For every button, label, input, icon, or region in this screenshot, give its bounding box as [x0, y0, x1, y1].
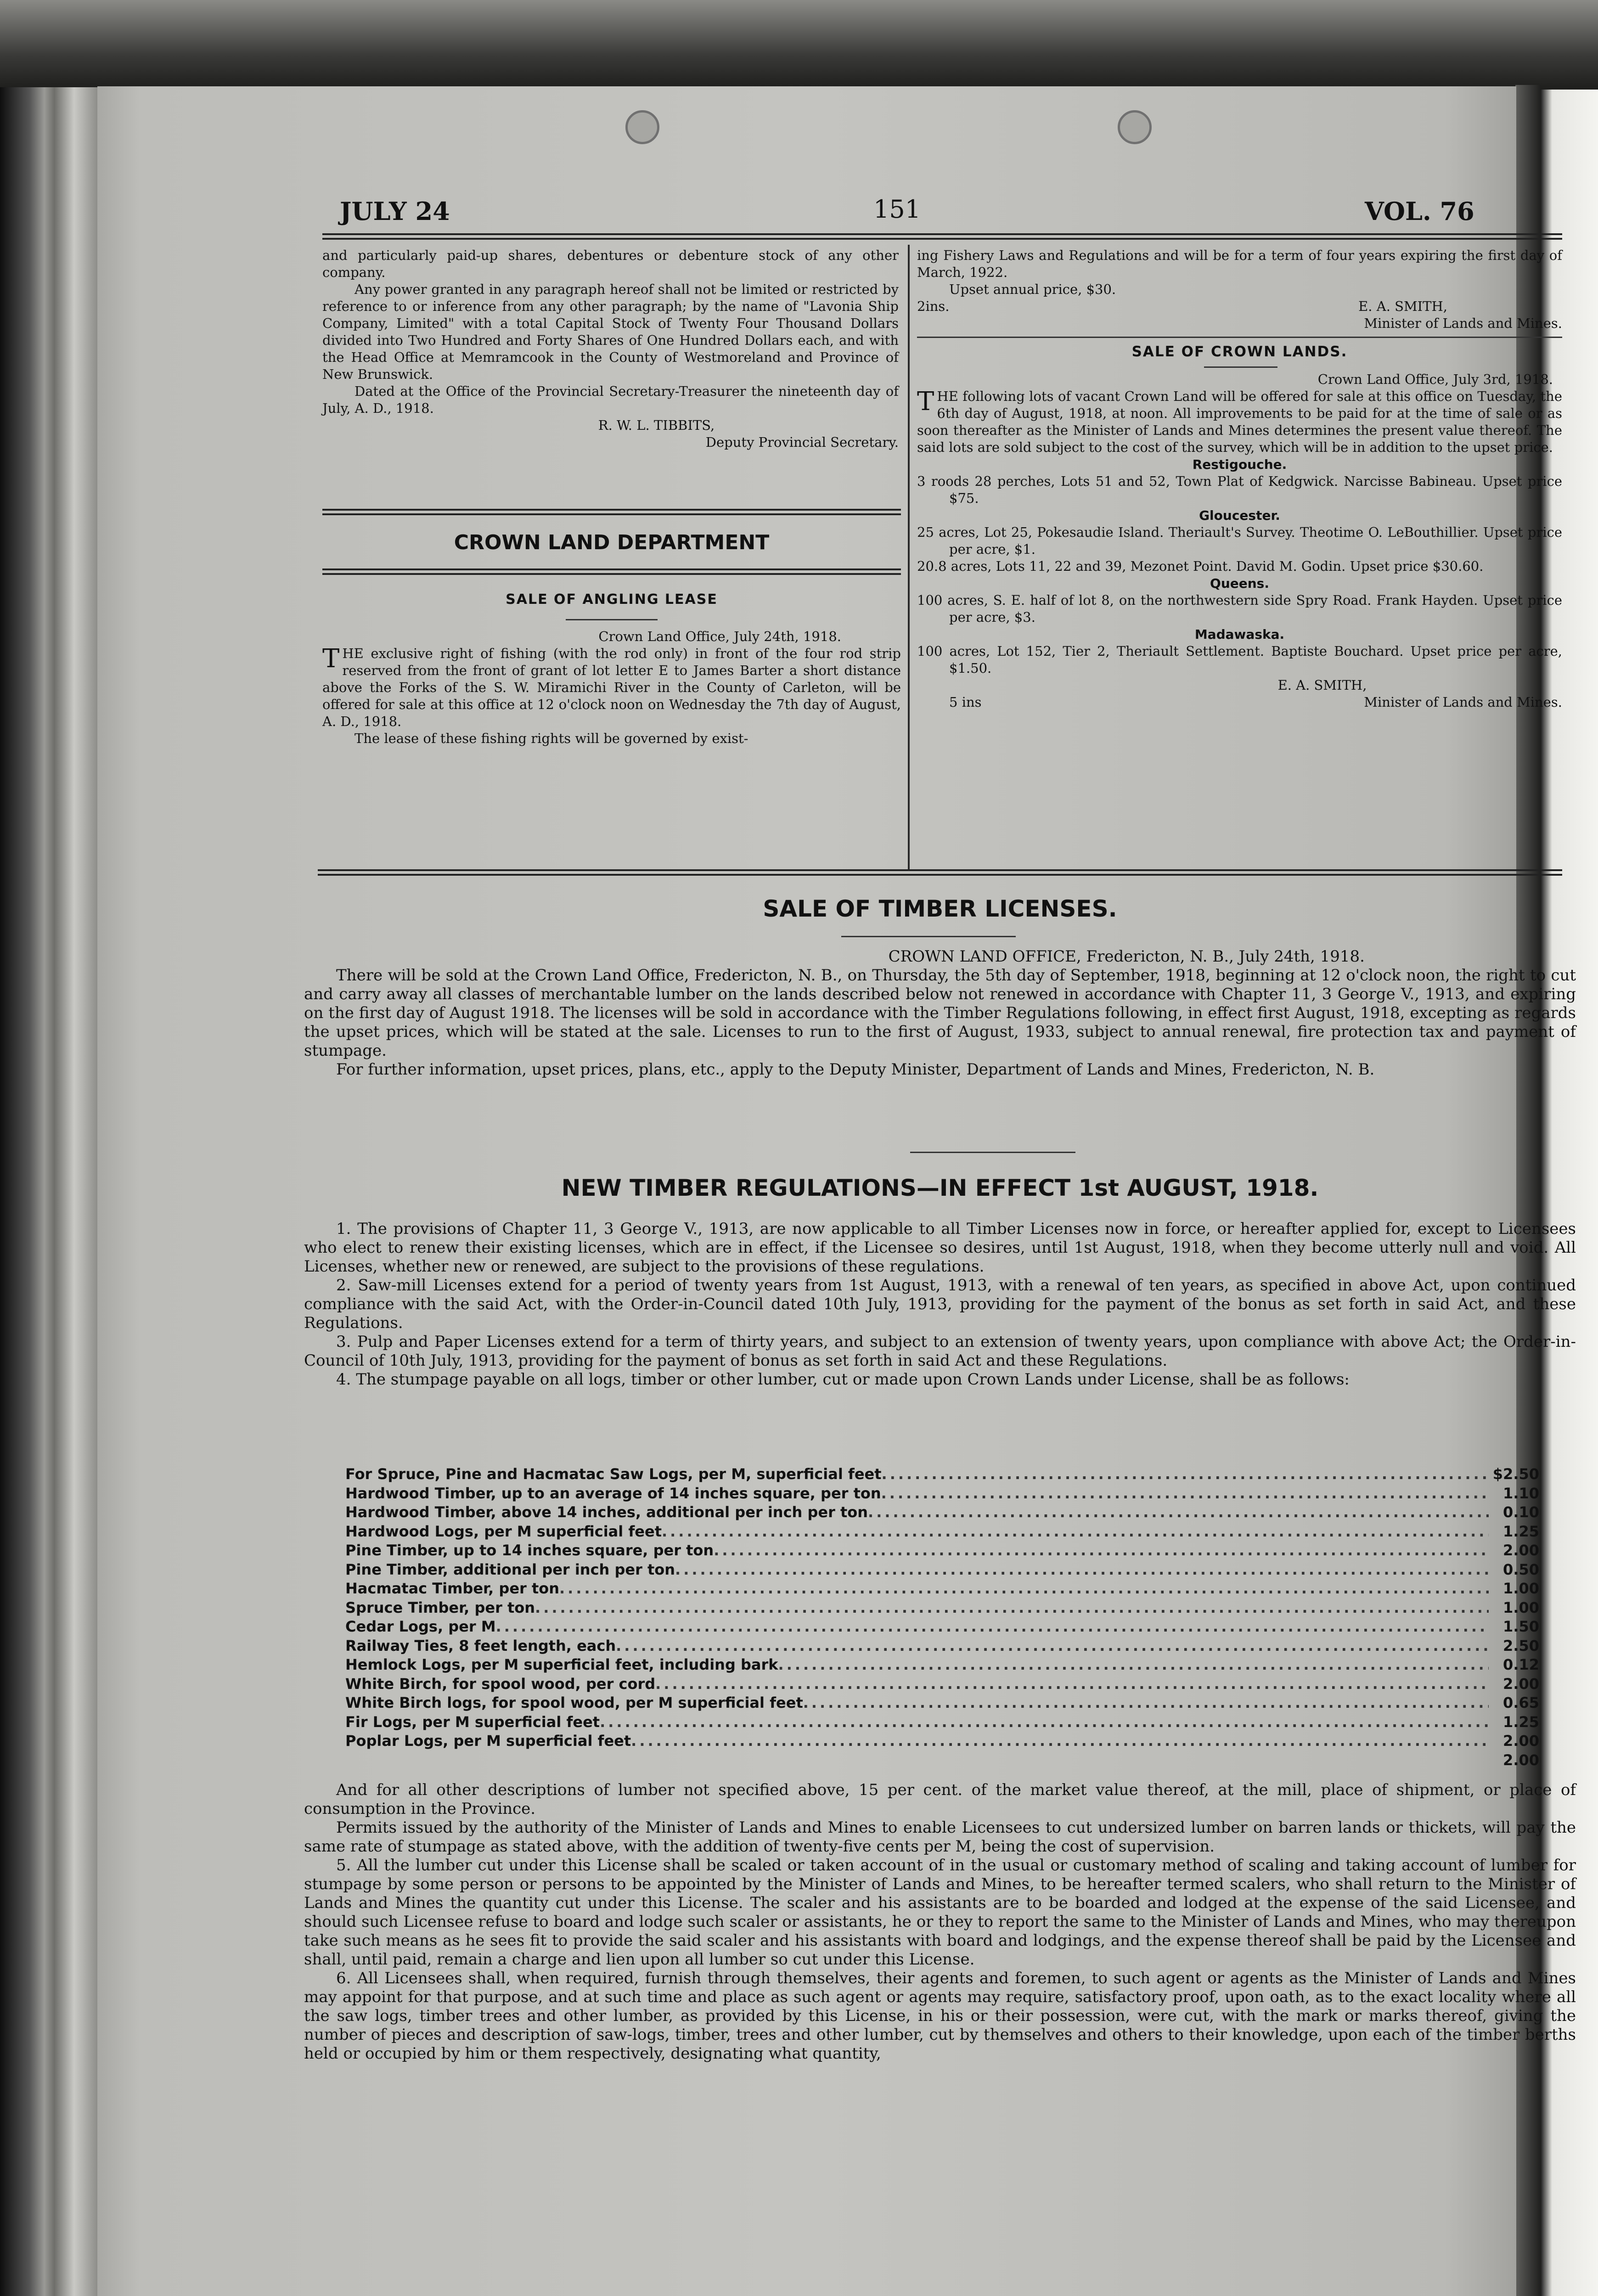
- stumpage-table: [345, 1465, 1539, 1770]
- stumpage-price: 0.12: [1503, 1656, 1539, 1673]
- leader-dots: [882, 1465, 1489, 1484]
- stumpage-item: Poplar Logs, per M superficial feet: [345, 1732, 631, 1750]
- regulation-paragraph: Permits issued by the authority of the Minister of Lands and Mines to enable Licensees to cut undersized lumber on barren lands or thickets, will pay the same rate of stumpage as stated above, with the addition of twenty-five cents per M, being the cost of supervision.: [304, 1818, 1576, 1856]
- section-rule: [322, 509, 901, 515]
- fishery-signature-title: Minister of Lands and Mines.: [1364, 315, 1562, 331]
- stumpage-row: [345, 1751, 1539, 1770]
- stumpage-price: 1.25: [1503, 1713, 1539, 1731]
- lavonia-signature-title: Deputy Provincial Secretary.: [705, 434, 899, 450]
- stumpage-row: [345, 1541, 1539, 1560]
- lot-entry: 100 acres, S. E. half of lot 8, on the northwestern side Spry Road. Frank Hayden. Upset price per acre, $3.: [917, 592, 1562, 625]
- timber-licenses-dateline: CROWN LAND OFFICE, Fredericton, N. B., July 24th, 1918.: [888, 947, 1365, 966]
- stumpage-item: Hardwood Timber, above 14 inches, additional per inch per ton: [345, 1503, 868, 1521]
- binding-hole: [625, 110, 659, 144]
- sale-crown-lands-dateline: Crown Land Office, July 3rd, 1918.: [1317, 371, 1553, 387]
- stumpage-item: Hardwood Timber, up to an average of 14 inches square, per ton: [345, 1484, 881, 1502]
- stumpage-item: Fir Logs, per M superficial feet: [345, 1713, 600, 1731]
- stumpage-row: [345, 1732, 1539, 1751]
- regulations-heading: NEW TIMBER REGULATIONS—IN EFFECT 1st AUGUST, 1918.: [561, 1175, 1319, 1201]
- stumpage-row: [345, 1617, 1539, 1637]
- county-name: Queens.: [1210, 576, 1269, 591]
- stumpage-price: $2.50: [1492, 1465, 1539, 1483]
- timber-licenses-paragraph: For further information, upset prices, plans, etc., apply to the Deputy Minister, Department of Lands and Mines, Fredericton, N. B.: [336, 1060, 1375, 1079]
- angling-lease-subheading: SALE OF ANGLING LEASE: [506, 591, 718, 608]
- section-rule: [917, 337, 1562, 338]
- stumpage-row: [345, 1598, 1539, 1618]
- stumpage-row: [345, 1675, 1539, 1694]
- short-rule: [910, 1152, 1075, 1153]
- header-page-number: 151: [873, 195, 921, 224]
- fishery-signature-name: E. A. SMITH,: [1358, 298, 1447, 314]
- leader-dots: [778, 1655, 1489, 1675]
- fishery-upset-price: Upset annual price, $30.: [949, 281, 1116, 297]
- lavonia-notice: [322, 247, 899, 451]
- crown-lands-signature-title: Minister of Lands and Mines.: [1364, 694, 1562, 710]
- regulation-paragraph: 3. Pulp and Paper Licenses extend for a term of thirty years, and subject to an extension of twenty years, upon compliance with above Act; the Order-in-Council of 10th July, 1913, providing for the payment of bonus as set forth in said Act and these Regulations.: [304, 1333, 1576, 1370]
- angling-lease-body-continued: The lease of these fishing rights will be governed by exist-: [354, 731, 748, 746]
- stumpage-item: White Birch logs, for spool wood, per M superficial feet: [345, 1694, 803, 1711]
- regulation-paragraph: 2. Saw-mill Licenses extend for a period of twenty years from 1st August, 1913, with a renewal of ten years, as specified in above Act, upon continued compliance with the said Act, with the Order-in-Council dated 10th July, 1913, providing for the payment of the bonus as set forth in said Act, and these Regulations.: [304, 1276, 1576, 1332]
- stumpage-price: 2.00: [1503, 1675, 1539, 1693]
- regulations-paragraphs-bottom: [304, 1781, 1576, 2063]
- stumpage-row: [345, 1484, 1539, 1503]
- regulation-paragraph: 1. The provisions of Chapter 11, 3 George V., 1913, are now applicable to all Timber Licenses now in force, or hereafter applied for, except to Licensees who elect to renew their existing licenses, which are in effect, if the Licensee so desires, until 1st August, 1918, when they become utterly null and void. All Licenses, whether new or renewed, are subject to the provisions of these regulations.: [304, 1220, 1576, 1276]
- section-rule: [322, 568, 901, 575]
- header-volume: VOL. 76: [1365, 197, 1474, 226]
- crown-lands-ins: 5 ins: [949, 694, 982, 710]
- stumpage-item: White Birch, for spool wood, per cord: [345, 1675, 656, 1693]
- stumpage-item: Pine Timber, up to 14 inches square, per ton: [345, 1542, 714, 1559]
- stumpage-price: 0.50: [1503, 1560, 1539, 1578]
- stumpage-item: Hemlock Logs, per M superficial feet, including bark: [345, 1656, 778, 1673]
- lot-entry: 3 roods 28 perches, Lots 51 and 52, Town Plat of Kedgwick. Narcisse Babineau. Upset price $75.: [917, 473, 1562, 506]
- timber-licenses-notice: [304, 947, 1576, 1079]
- timber-licenses-paragraph: There will be sold at the Crown Land Office, Fredericton, N. B., on Thursday, the 5th day of September, 1918, beginning at 12 o'clock noon, the right to cut and carry away all classes of merchantable lumber on the lands described below not renewed in accordance with Chapter 11, 3 George V., 1913, and expiring on the first day of August 1918. The licenses will be sold in accordance with the Timber Regulations following, in effect first August, 1918, excepting as regards the upset prices, which will be stated at the sale. Licenses to run to the first of August, 1933, subject to annual renewal, fire protection tax and payment of stumpage.: [304, 966, 1576, 1060]
- stumpage-price: 2.00: [1503, 1732, 1539, 1750]
- fishery-continuation: [917, 247, 1562, 332]
- regulations-paragraphs-top: [304, 1220, 1576, 1389]
- stumpage-item: Railway Ties, 8 feet length, each: [345, 1637, 616, 1654]
- stumpage-price: 0.65: [1503, 1694, 1539, 1711]
- regulation-paragraph: 6. All Licensees shall, when required, furnish through themselves, their agents and foremen, to such agent or agents as the Minister of Lands and Mines may appoint for that purpose, and at such time and place as such agent or agents may require, satisfactory proof, upon oath, as to the exact locality where all the saw logs, timber trees and other lumber, as provided by this License, in his or their possession, were cut, with the mark or marks thereof, giving the number of pieces and description of saw-logs, timber, trees and other lumber, cut by themselves and others to their knowledge, upon each of the timber berths held or occupied by him or them respectively, designating what quantity,: [304, 1969, 1576, 2063]
- stumpage-price: 1.10: [1503, 1484, 1539, 1502]
- fishery-ins: 2ins.: [917, 298, 950, 314]
- leader-dots: [881, 1484, 1489, 1503]
- crown-land-department-heading: CROWN LAND DEPARTMENT: [454, 531, 770, 554]
- gazette-page: [97, 86, 1576, 2296]
- stumpage-row: [345, 1560, 1539, 1580]
- header-date: JULY 24: [340, 197, 450, 226]
- section-rule: [318, 869, 1562, 876]
- leader-dots: [631, 1732, 1489, 1751]
- binding-hole: [1118, 110, 1152, 144]
- short-rule: [841, 936, 1016, 937]
- stumpage-price: 1.50: [1503, 1618, 1539, 1635]
- county-name: Gloucester.: [1199, 508, 1280, 523]
- leader-dots: [868, 1503, 1489, 1522]
- short-rule: [566, 619, 658, 620]
- column-divider: [908, 245, 910, 869]
- sale-crown-lands-notice: [917, 371, 1562, 711]
- book-binding: [0, 87, 99, 2296]
- leader-dots: [655, 1675, 1489, 1694]
- angling-lease-body: HE exclusive right of fishing (with the rod only) in front of the four rod strip reserved from the front of grant of lot letter E to James Barter a short distance above the Forks of the S. W. Miramichi River in the County of Carleton, will be offered for sale at this office at 12 o'clock noon on Wednesday the 7th day of August, A. D., 1918.: [322, 646, 901, 729]
- leader-dots: [714, 1541, 1489, 1560]
- stumpage-price: 2.50: [1503, 1637, 1539, 1654]
- stumpage-row: [345, 1655, 1539, 1675]
- regulation-paragraph: 4. The stumpage payable on all logs, timber or other lumber, cut or made upon Crown Lands under License, shall be as follows:: [336, 1370, 1350, 1389]
- stumpage-price: 1.25: [1503, 1522, 1539, 1540]
- lavonia-paragraph: and particularly paid-up shares, debentures or debenture stock of any other company.: [322, 248, 899, 280]
- stumpage-price: 1.00: [1503, 1580, 1539, 1597]
- stumpage-item: Hacmatac Timber, per ton: [345, 1580, 559, 1597]
- stumpage-row: [345, 1713, 1539, 1732]
- stumpage-row: [345, 1694, 1539, 1713]
- dropcap: T: [322, 644, 340, 674]
- stumpage-price: 2.00: [1503, 1751, 1539, 1769]
- stumpage-item: For Spruce, Pine and Hacmatac Saw Logs, per M, superficial feet: [345, 1465, 882, 1483]
- lot-entry: 100 acres, Lot 152, Tier 2, Theriault Settlement. Baptiste Bouchard. Upset price per acre, $1.50.: [917, 643, 1562, 676]
- stumpage-row: [345, 1579, 1539, 1598]
- regulation-paragraph: 5. All the lumber cut under this License shall be scaled or taken account of in the usual or customary method of scaling and taking account of lumber for stumpage by some person or persons to be appointed by the Minister of Lands and Mines, to be hereafter termed scalers, who shall return to the Minister of Lands and Mines the quantity cut under this License. The scaler and his assistants are to be boarded and lodged at the expense of the said Licensee, and should such Licensee refuse to board and lodge such scaler or assistants, he or they to report the same to the Minister of Lands and Mines, who may thereupon take such means as he sees fit to provide the said scaler and his assistants with board and lodgings, and the expense thereof shall be paid by the Licensee and shall, until paid, remain a charge and lien upon all lumber so cut under this License.: [304, 1856, 1576, 1969]
- leader-dots: [496, 1617, 1489, 1637]
- fishery-text: ing Fishery Laws and Regulations and will be for a term of four years expiring the first day of March, 1922.: [917, 248, 1562, 280]
- leader-dots: [803, 1694, 1489, 1713]
- lavonia-signature-name: R. W. L. TIBBITS,: [598, 417, 715, 433]
- stumpage-row: [345, 1637, 1539, 1656]
- leader-dots: [662, 1522, 1489, 1542]
- stumpage-row: [345, 1465, 1539, 1484]
- stumpage-row: [345, 1522, 1539, 1542]
- regulation-paragraph: And for all other descriptions of lumber not specified above, 15 per cent. of the market value thereof, at the mill, place of shipment, or place of consumption in the Province.: [304, 1781, 1576, 1818]
- sale-crown-lands-heading: SALE OF CROWN LANDS.: [1131, 343, 1348, 360]
- leader-dots: [535, 1598, 1489, 1618]
- timber-licenses-heading: SALE OF TIMBER LICENSES.: [763, 895, 1117, 922]
- leader-dots: [616, 1637, 1489, 1656]
- stumpage-row: [345, 1503, 1539, 1522]
- short-rule: [1204, 366, 1277, 368]
- dropcap: T: [917, 387, 934, 416]
- sale-crown-lands-intro: HE following lots of vacant Crown Land will be offered for sale at this office on Tuesday, the 6th day of August, 1918, at noon. All improvements to be paid for at the time of sale or as soon thereafter as the Minister of Lands and Mines determines the present value thereof. The said lots are sold subject to the cost of the survey, which will be in addition to the upset price.: [917, 388, 1562, 455]
- lot-entry: 25 acres, Lot 25, Pokesaudie Island. Theriault's Survey. Theotime O. LeBouthillier. Upset price per acre, $1.: [917, 524, 1562, 557]
- crown-lands-signature-name: E. A. SMITH,: [1277, 677, 1367, 693]
- header-rule: [322, 233, 1562, 240]
- angling-lease-dateline: Crown Land Office, July 24th, 1918.: [598, 629, 841, 644]
- lot-entry: 20.8 acres, Lots 11, 22 and 39, Mezonet Point. David M. Godin. Upset price $30.60.: [917, 558, 1484, 574]
- stumpage-price: 1.00: [1503, 1598, 1539, 1616]
- leader-dots: [559, 1579, 1489, 1598]
- stumpage-item: Hardwood Logs, per M superficial feet: [345, 1522, 662, 1540]
- scan-top-edge: [0, 0, 1598, 92]
- stumpage-item: Pine Timber, additional per inch per ton: [345, 1560, 675, 1578]
- county-name: Restigouche.: [1192, 457, 1287, 472]
- lavonia-paragraph: Any power granted in any paragraph hereof shall not be limited or restricted by reference to or inference from any other paragraph; by the name of "Lavonia Ship Company, Limited" with a total Capital Stock of Twenty Four Thousand Dollars divided into Two Hundred and Forty Shares of One Hundred Dollars each, and with the Head Office at Memramcook in the County of Westmoreland and Province of New Brunswick.: [322, 281, 899, 382]
- angling-lease-notice: [322, 628, 901, 747]
- stumpage-price: 2.00: [1503, 1542, 1539, 1559]
- leader-dots: [600, 1713, 1489, 1732]
- lavonia-paragraph: Dated at the Office of the Provincial Secretary-Treasurer the nineteenth day of July, A. D., 1918.: [322, 383, 899, 416]
- leader-dots: [675, 1560, 1489, 1580]
- stumpage-item: Spruce Timber, per ton: [345, 1598, 535, 1616]
- county-name: Madawaska.: [1194, 627, 1285, 642]
- stumpage-price: 0.10: [1503, 1503, 1539, 1521]
- stumpage-item: Cedar Logs, per M: [345, 1618, 496, 1635]
- county-lot-list: [917, 456, 1562, 677]
